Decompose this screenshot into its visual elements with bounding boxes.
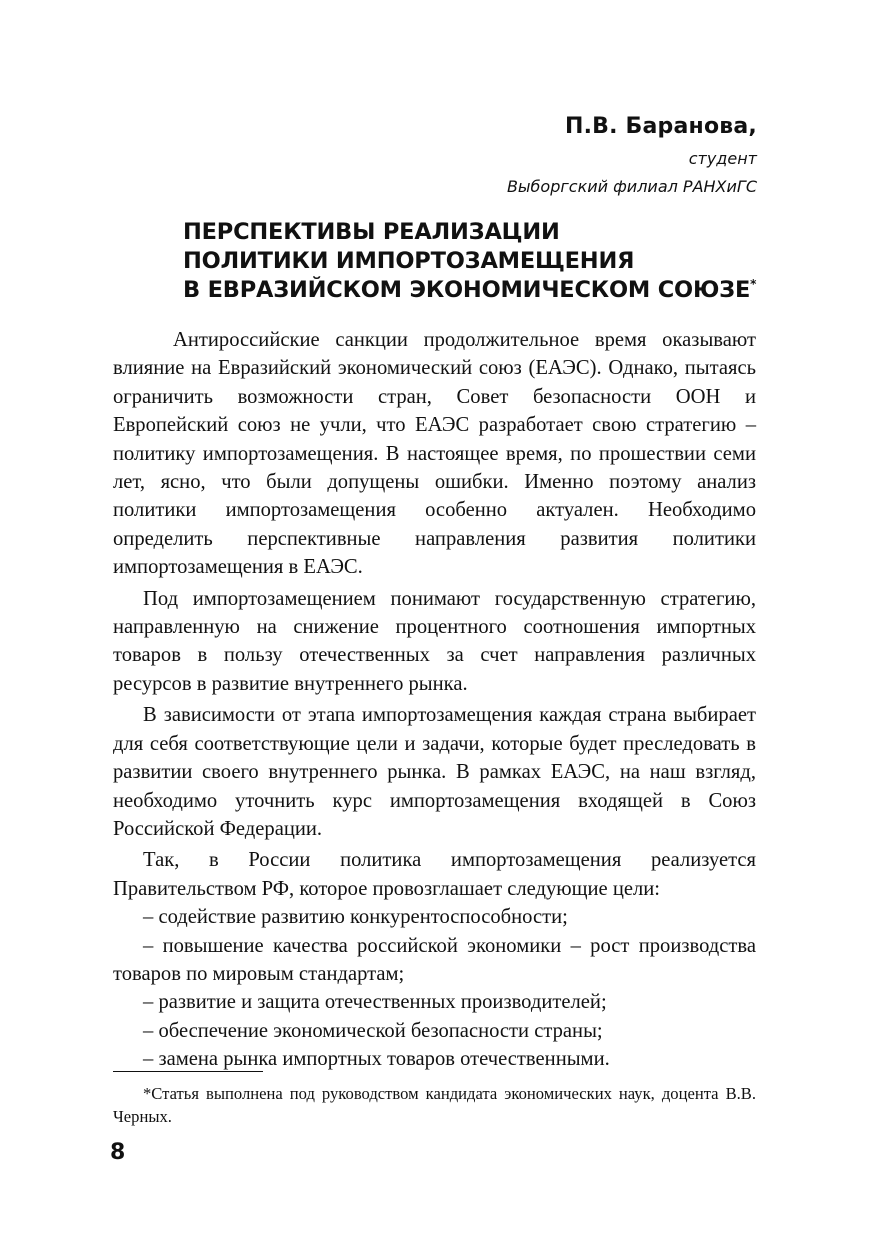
author-name: П.В. Баранова, [564, 114, 757, 139]
title-line: ПЕРСПЕКТИВЫ РЕАЛИЗАЦИИ [183, 219, 560, 245]
goal-list-item: – развитие и защита отечественных производителей; [143, 991, 607, 1014]
page-number: 8 [110, 1140, 126, 1165]
goal-list-item: – замена рынка импортных товаров отечественными. [143, 1048, 610, 1071]
title-line: В ЕВРАЗИЙСКОМ ЭКОНОМИЧЕСКОМ СОЮЗЕ [183, 277, 751, 303]
footnote: *Статья выполнена под руководством кандидата экономических наук, доцента В.В. Черных. [113, 1084, 756, 1126]
paragraph: Так, в России политика импортозамещения реализуется Правительством РФ, которое провозглашает следующие цели: [113, 849, 756, 900]
paragraph: В зависимости от этапа импортозамещения каждая страна выбирает для себя соответствующие цели и задачи, которые будет преследовать в развитии своего внутреннего рынка. В рамках ЕАЭС, на наш взгляд, необходимо уточнить курс импортозамещения входящей в Союз Российской Федерации. [113, 704, 756, 840]
paragraph: Под импортозамещением понимают государственную стратегию, направленную на снижение процентного соотношения импортных товаров в пользу отечественных за счет направления различных ресурсов в развитие внутреннего рынка. [113, 587, 756, 695]
goal-list-item: – содействие развитию конкурентоспособности; [143, 906, 568, 929]
footnote-divider [113, 1071, 263, 1072]
article-title [183, 218, 783, 305]
article-body [113, 326, 756, 1074]
author-role: студент [688, 149, 757, 168]
title-line: ПОЛИТИКИ ИМПОРТОЗАМЕЩЕНИЯ [183, 248, 635, 274]
author-organization: Выборгский филиал РАНХиГС [506, 177, 757, 196]
paragraph: Антироссийские санкции продолжительное время оказывают влияние на Евразийский экономический союз (ЕАЭС). Однако, пытаясь ограничить возможности стран, Совет безопасности ООН и Европейский союз не учли, что ЕАЭС разработает свою стратегию – политику импортозамещения. В настоящее время, по прошествии семи лет, ясно, что были допущены ошибки. Именно поэтому анализ политики импортозамещения особенно актуален. Необходимо определить перспективные направления развития политики импортозамещения в ЕАЭС. [113, 329, 756, 579]
author-block [507, 112, 757, 201]
footnote-marker: * [750, 277, 757, 291]
title-line-last [183, 276, 783, 305]
goal-list-item: – обеспечение экономической безопасности страны; [143, 1019, 603, 1042]
goal-list-item: – повышение качества российской экономики – рост производства товаров по мировым стандартам; [113, 934, 756, 985]
